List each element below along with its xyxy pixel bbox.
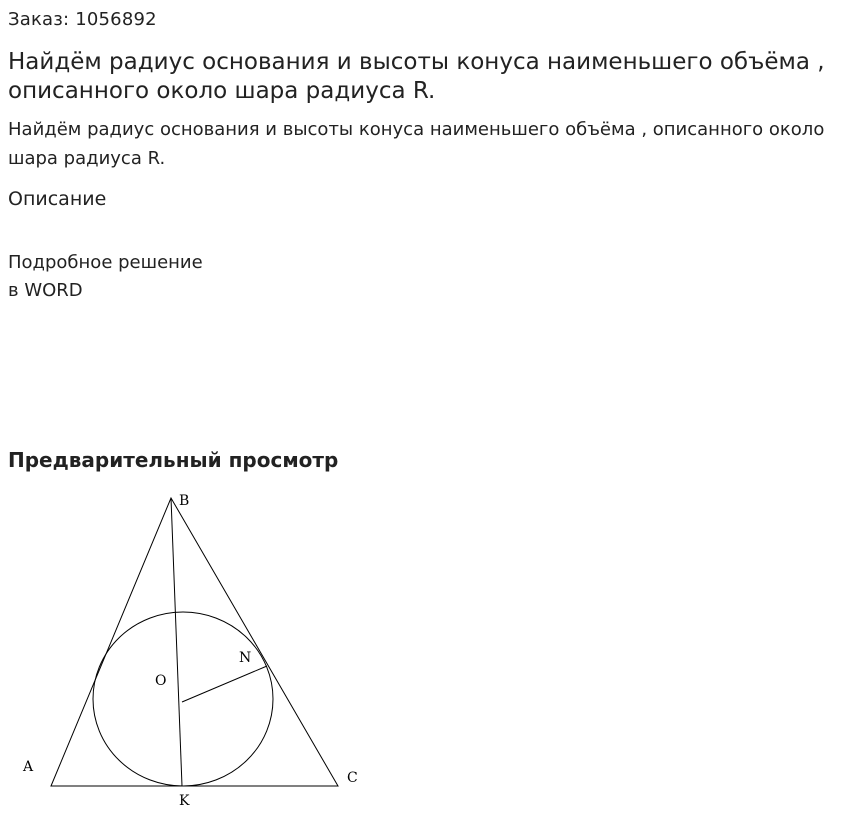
solution-line-1: Подробное решение xyxy=(8,252,203,273)
label-o: O xyxy=(155,673,167,689)
label-n: N xyxy=(239,650,252,666)
height-bk xyxy=(171,498,182,786)
cone-sphere-diagram xyxy=(0,480,400,819)
order-number: Заказ: 1056892 xyxy=(8,9,157,30)
description-heading: Описание xyxy=(8,188,107,210)
label-a: A xyxy=(23,759,34,775)
inscribed-circle xyxy=(93,612,273,786)
page-title: Найдём радиус основания и высоты конуса наименьшего объёма , описанного около шара радиуса R. xyxy=(8,49,825,104)
label-b: B xyxy=(179,493,190,509)
label-c: C xyxy=(347,770,358,786)
solution-note xyxy=(8,249,203,305)
triangle-abc xyxy=(51,498,338,786)
task-description: Найдём радиус основания и высоты конуса наименьшего объёма , описанного около шара радиуса R. xyxy=(8,119,825,169)
solution-line-2: в WORD xyxy=(8,280,83,301)
label-k: K xyxy=(179,793,190,809)
preview-heading: Предварительный просмотр xyxy=(8,448,339,472)
radius-on xyxy=(182,666,267,702)
